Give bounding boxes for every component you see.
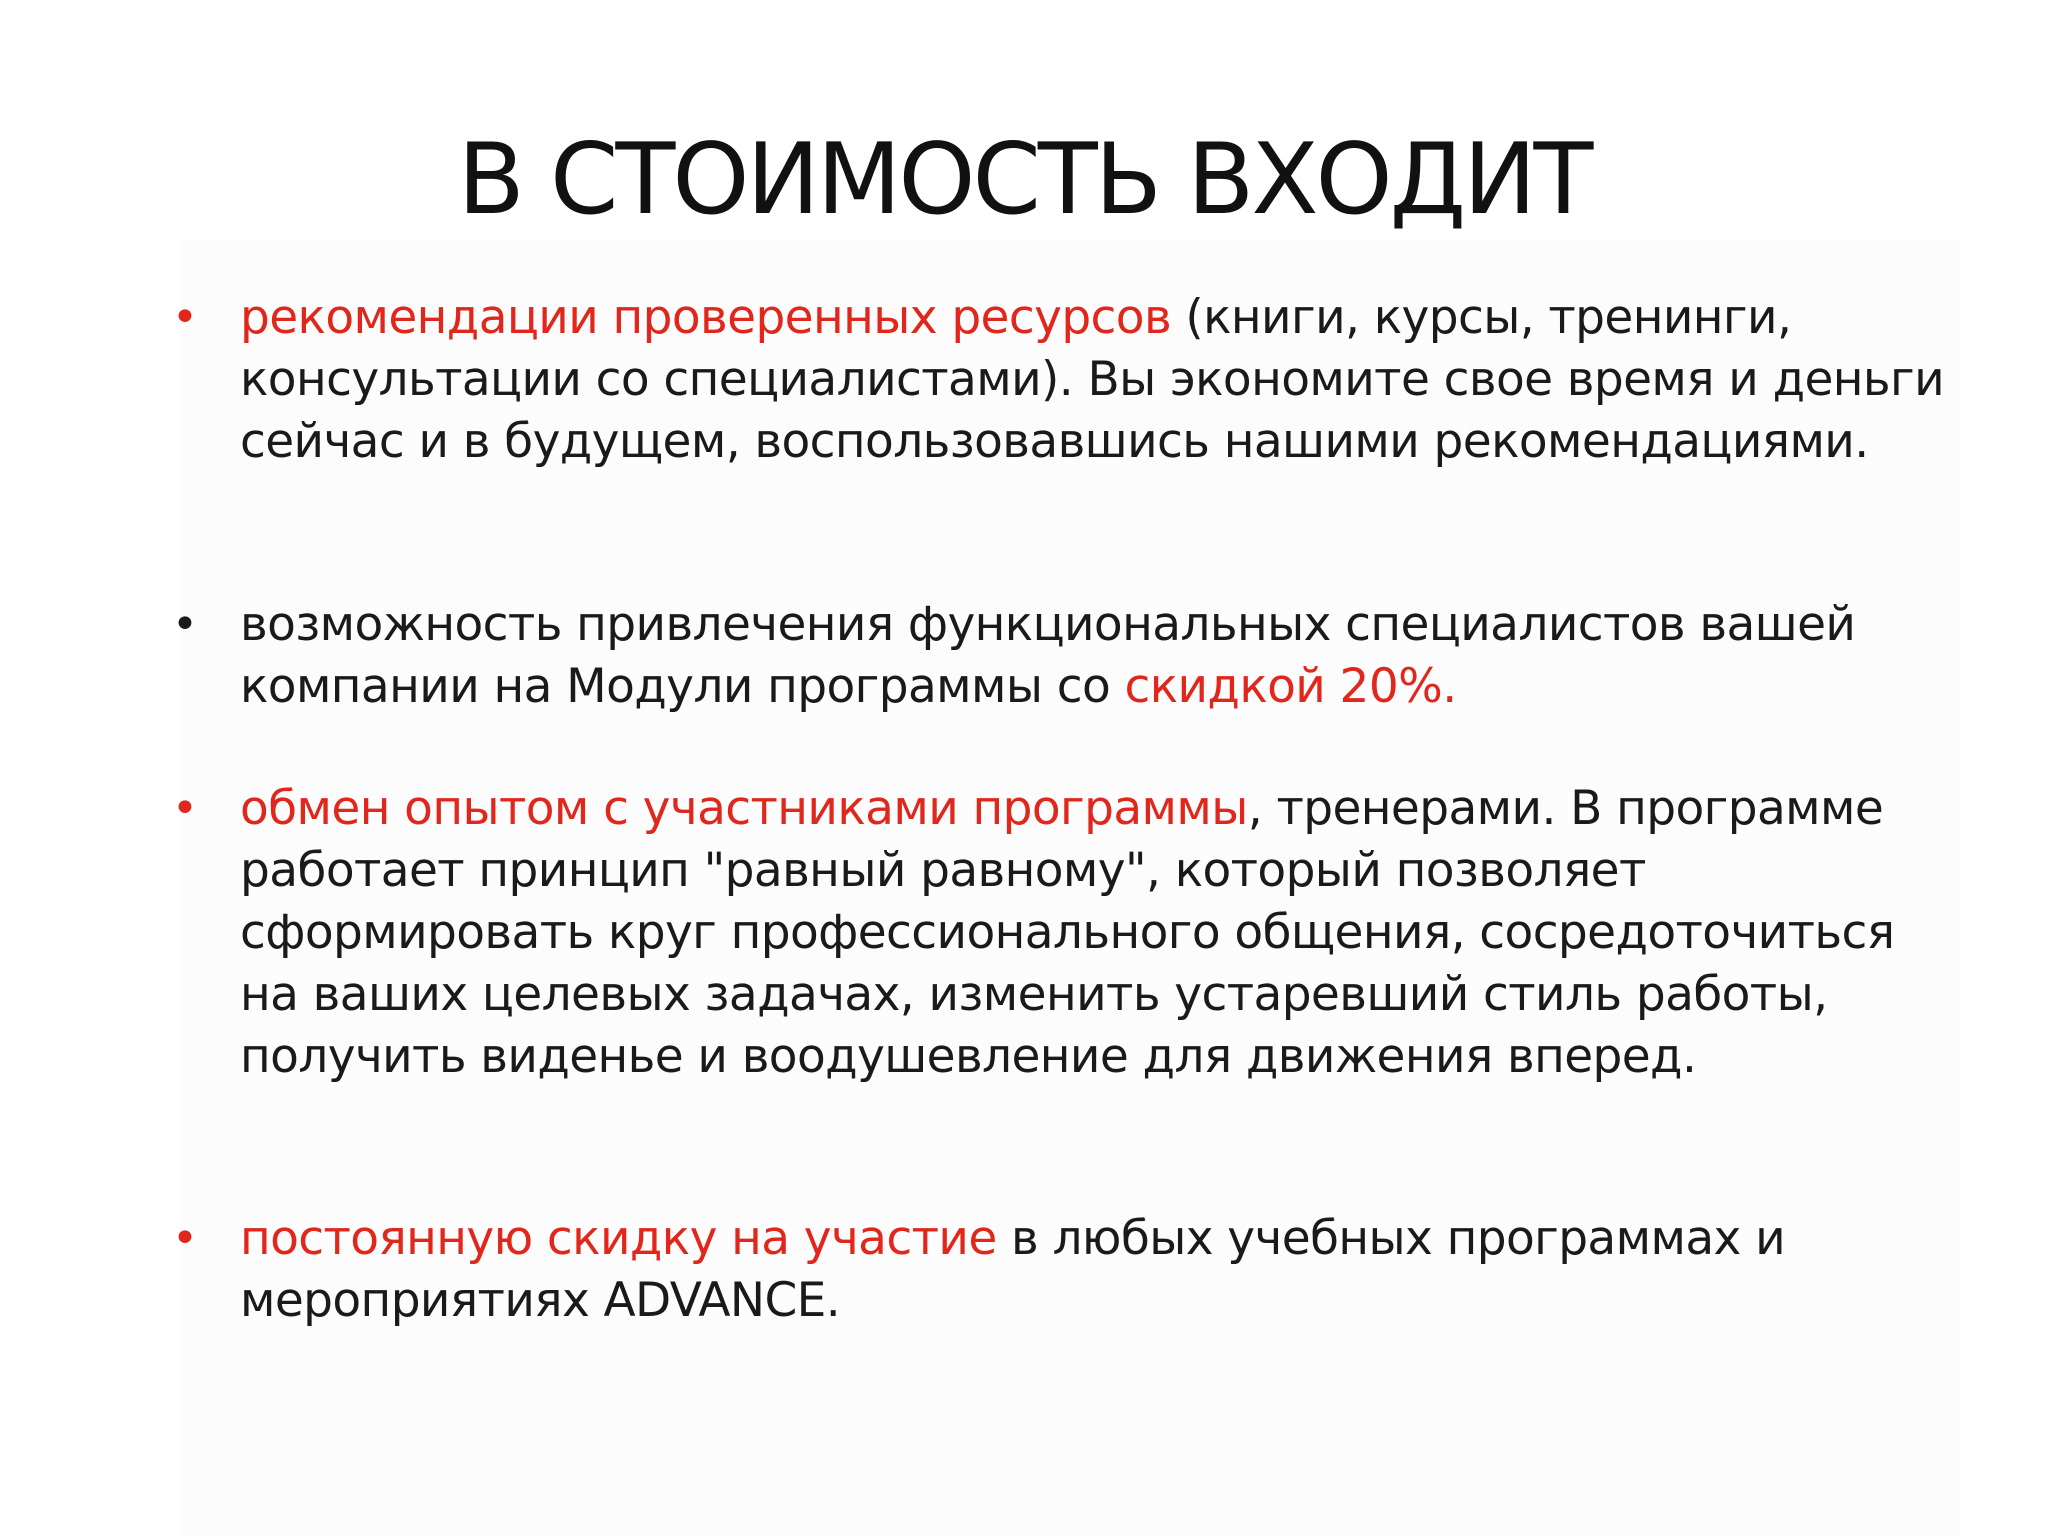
highlight-text: скидкой 20%. [1124, 659, 1457, 714]
highlight-text: постоянную скидку на участие [240, 1211, 997, 1266]
bullet-marker: • [172, 292, 198, 343]
body-text: возможность привлечения функциональных специалистов вашей компании на Модули программы со [240, 597, 1856, 714]
bullet-marker: • [172, 1213, 198, 1264]
bullet-marker: • [172, 599, 198, 650]
bullet-item-specialists [172, 594, 1960, 718]
bullet-item-resources [172, 287, 1960, 473]
slide-title: В СТОИМОСТЬ ВХОДИТ [457, 123, 1591, 237]
body-text: в любых учебных программах и мероприятиях ADVANCE. [240, 1211, 1786, 1328]
bullet-marker: • [172, 783, 198, 834]
highlight-text: обмен опытом с участниками программы [240, 781, 1248, 836]
body-text: (книги, курсы, тренинги, консультации со специалистами). Вы экономите свое время и деньги сейчас и в будущем, воспользовавшись нашими рекомендациями. [240, 290, 1945, 469]
body-text: , тренерами. В программе работает принцип "равный равному", который позволяет сформировать круг профессионального общения, сосредоточиться на ваших целевых задачах, изменить устаревший стиль работы, получить виденье и воодушевление для движения вперед. [240, 781, 1895, 1084]
bullet-item-permanent-discount [172, 1208, 1960, 1332]
bullet-item-experience-exchange [172, 778, 1960, 1088]
highlight-text: рекомендации проверенных ресурсов [240, 290, 1172, 345]
